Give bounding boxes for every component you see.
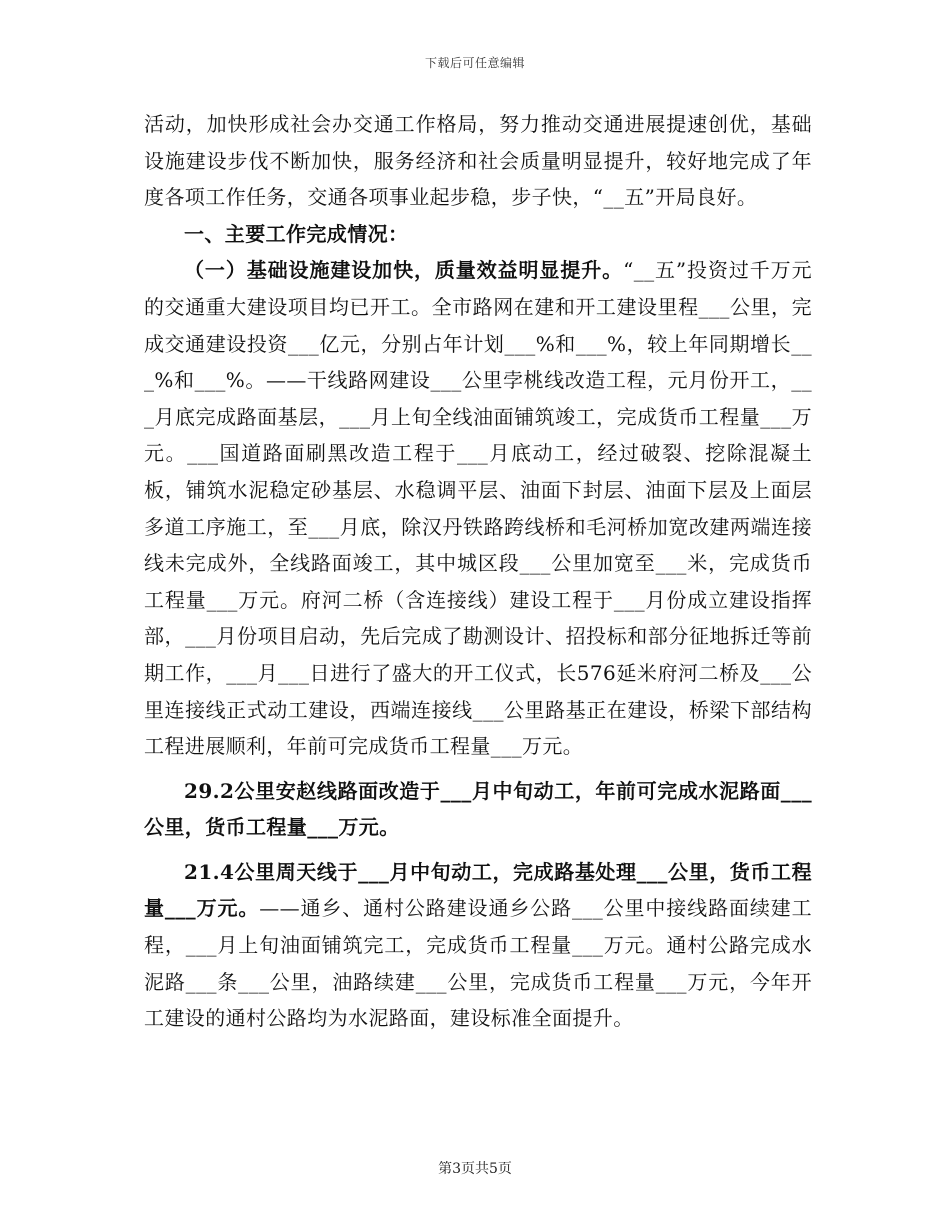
paragraph-zhoutian-road — [144, 854, 812, 1037]
document-body — [144, 106, 812, 1037]
paragraph-intro: 活动，加快形成社会办交通工作格局，努力推动交通进展提速创优，基础设施建设步伐不断加快，服务经济和社会质量明显提升，较好地完成了年度各项工作任务，交通各项事业起步稳，步子快，“__五”开局良好。 — [144, 112, 812, 210]
paragraph-infrastructure — [144, 252, 812, 764]
subsection-heading: （一）基础设施建设加快，质量效益明显提升。 — [184, 258, 624, 283]
section-heading: 一、主要工作完成情况： — [184, 221, 409, 246]
page-number: 第3页共5页 — [438, 1161, 512, 1177]
page-header: 下载后可任意编辑 — [424, 56, 525, 70]
paragraph-infrastructure-text: “__五”投资过千万元的交通重大建设项目均已开工。全市路网在建和开工建设里程___公里，完成交通建设投资___亿元，分别占年计划___%和___%，较上年同期增长___%和___%。——干线路网建设___公里孛桃线改造工程，元月份开工，___月底完成路面基层，___月上旬全线油面铺筑竣工，完成货币工程量___万元。___国道路面刷黑改造工程于___月底动工，经过破裂、挖除混凝土板，铺筑水泥稳定砂基层、水稳调平层、油面下封层、油面下层及上面层多道工序施工，至___月底，除汉丹铁路跨线桥和毛河桥加宽改建两端连接线未完成外，全线路面竣工，其中城区段___公里加宽至___米，完成货币工程量___万元。府河二桥（含连接线）建设工程于___月份成立建设指挥部，___月份项目启动，先后完成了勘测设计、招投标和部分征地拆迁等前期工作，___月___日进行了盛大的开工仪式，长576延米府河二桥及___公里连接线正式动工建设，西端连接线___公里路基正在建设，桥梁下部结构工程进展顺利，年前可完成货币工程量___万元。 — [144, 258, 812, 759]
paragraph-zhoutian-lead: 21.4公里周天线于___月中旬动工，完成路基处理___公里，货币工程量___万元。 — [144, 859, 812, 921]
paragraph-anzhao-road: 29.2公里安赵线路面改造于___月中旬动工，年前可完成水泥路面___公里，货币工程量___万元。 — [144, 778, 812, 840]
paragraph-zhoutian-text: ——通乡、通村公路建设通乡公路___公里中接线路面续建工程，___月上旬油面铺筑完工，完成货币工程量___万元。通村公路完成水泥路___条___公里，油路续建___公里，完成货币工程量___万元，今年开工建设的通村公路均为水泥路面，建设标准全面提升。 — [144, 896, 812, 1031]
